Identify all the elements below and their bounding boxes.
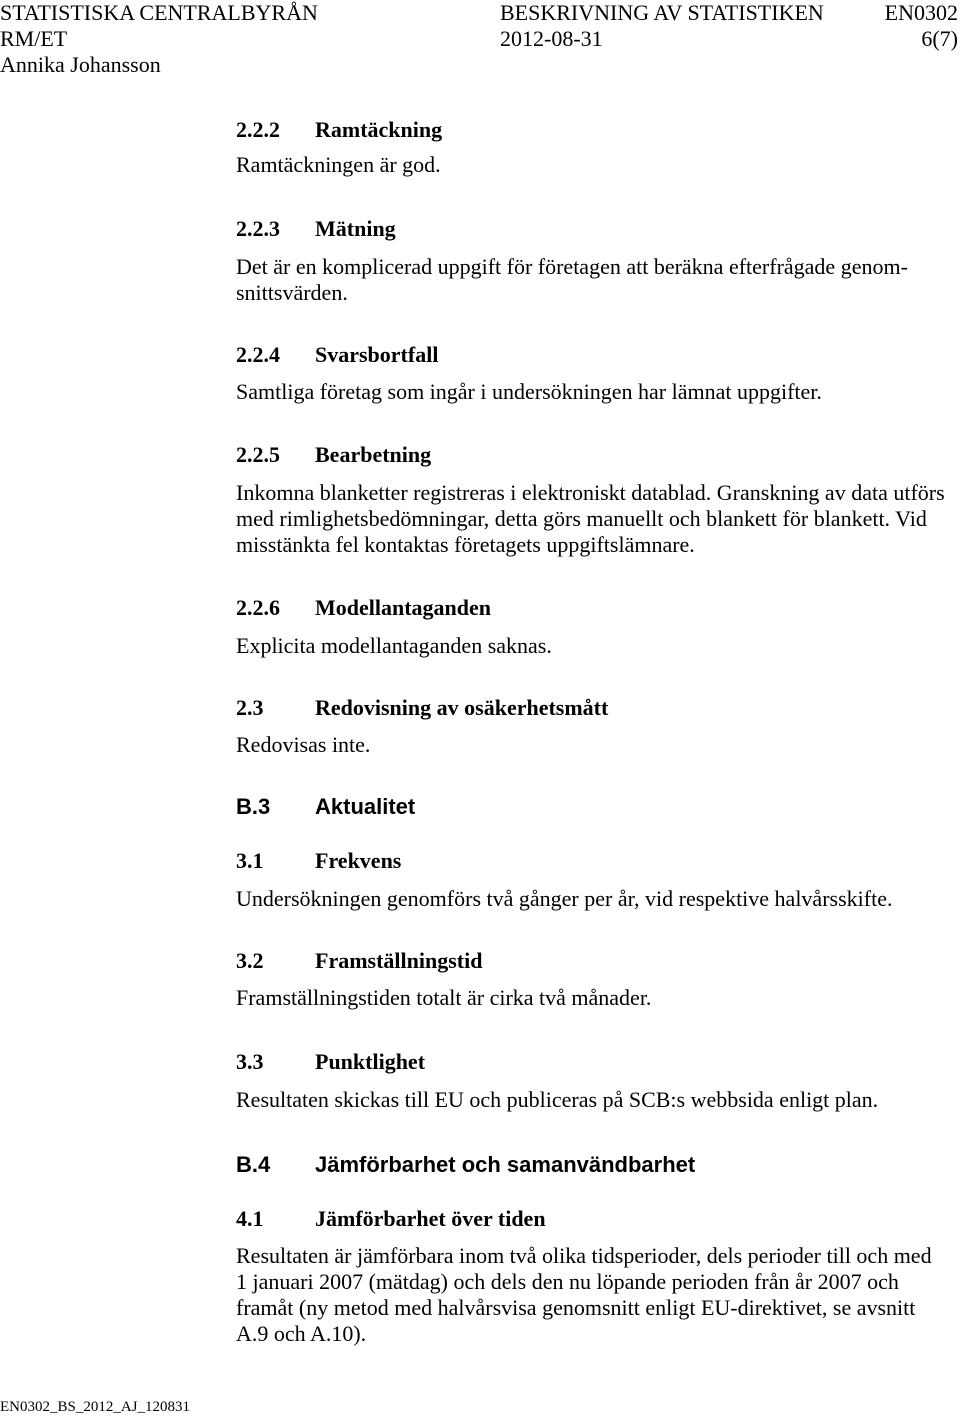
section-heading xyxy=(0,117,960,143)
chapter-title: Jämförbarhet och samanvändbarhet xyxy=(315,1152,696,1177)
header-org: STATISTISKA CENTRALBYRÅN xyxy=(0,0,318,25)
section-heading xyxy=(0,442,960,468)
paragraph-line: Resultaten är jämförbara inom två olika tidsperioder, dels perioder till och med xyxy=(236,1243,932,1268)
section-paragraph xyxy=(236,1243,932,1347)
paragraph-line: Resultaten skickas till EU och publiceras på SCB:s webbsida enligt plan. xyxy=(236,1087,879,1112)
paragraph-line: Framställningstiden totalt är cirka två månader. xyxy=(236,985,652,1010)
paragraph-line: Explicita modellantaganden saknas. xyxy=(236,633,552,658)
section-title: Punktlighet xyxy=(315,1049,426,1074)
section-heading xyxy=(0,1206,960,1232)
section-number: 2.2.3 xyxy=(236,216,280,241)
section-title: Modellantaganden xyxy=(315,595,492,620)
paragraph-line: Undersökningen genomförs två gånger per år, vid respektive halvårsskifte. xyxy=(236,886,893,911)
footer-doc-id: EN0302_BS_2012_AJ_120831 xyxy=(0,1399,191,1415)
header-date: 2012-08-31 xyxy=(500,26,603,51)
section-paragraph xyxy=(236,480,945,558)
section-number: 2.3 xyxy=(236,695,264,720)
section-title: Mätning xyxy=(315,216,396,241)
section-paragraph xyxy=(236,152,441,178)
section-heading xyxy=(0,848,960,874)
section-title: Bearbetning xyxy=(315,442,432,467)
header-page-number: 6(7) xyxy=(921,26,958,51)
header-unit: RM/ET xyxy=(0,26,68,51)
paragraph-line: misstänkta fel kontaktas företagets uppgiftslämnare. xyxy=(236,532,695,557)
chapter-title: Aktualitet xyxy=(315,794,416,819)
chapter-number: B.3 xyxy=(236,794,271,819)
paragraph-line: med rimlighetsbedömningar, detta görs manuellt och blankett för blankett. Vid xyxy=(236,506,927,531)
section-paragraph xyxy=(236,1087,878,1113)
chapter-heading xyxy=(0,794,960,820)
section-number: 3.2 xyxy=(236,948,264,973)
section-heading xyxy=(0,695,960,721)
section-paragraph xyxy=(236,732,370,758)
section-heading xyxy=(0,948,960,974)
paragraph-line: framåt (ny metod med halvårsvisa genomsnitt enligt EU-direktivet, se avsnitt xyxy=(236,1295,916,1320)
paragraph-line: A.9 och A.10). xyxy=(236,1321,367,1346)
paragraph-line: snittsvärden. xyxy=(236,280,348,305)
section-heading xyxy=(0,216,960,242)
section-heading xyxy=(0,1049,960,1075)
chapter-number: B.4 xyxy=(236,1152,271,1177)
paragraph-line: 1 januari 2007 (mätdag) och dels den nu löpande perioden från år 2007 och xyxy=(236,1269,899,1294)
section-number: 4.1 xyxy=(236,1206,264,1231)
section-title: Framställningstid xyxy=(315,948,483,973)
header-doc-type: BESKRIVNING AV STATISTIKEN xyxy=(500,0,824,25)
section-title: Redovisning av osäkerhetsmått xyxy=(315,695,609,720)
section-paragraph xyxy=(236,379,822,405)
paragraph-line: Det är en komplicerad uppgift för företagen att beräkna efterfrågade genom- xyxy=(236,254,908,279)
section-title: Ramtäckning xyxy=(315,117,443,142)
section-paragraph xyxy=(236,886,892,912)
section-number: 2.2.5 xyxy=(236,442,280,467)
section-title: Frekvens xyxy=(315,848,402,873)
section-title: Svarsbortfall xyxy=(315,342,439,367)
paragraph-line: Redovisas inte. xyxy=(236,732,371,757)
header-author: Annika Johansson xyxy=(0,52,161,77)
section-number: 3.3 xyxy=(236,1049,264,1074)
section-heading xyxy=(0,595,960,621)
section-paragraph xyxy=(236,254,908,306)
section-title: Jämförbarhet över tiden xyxy=(315,1206,546,1231)
section-paragraph xyxy=(236,985,651,1011)
section-number: 2.2.4 xyxy=(236,342,280,367)
section-heading xyxy=(0,342,960,368)
chapter-heading xyxy=(0,1152,960,1178)
section-paragraph xyxy=(236,633,552,659)
section-number: 3.1 xyxy=(236,848,264,873)
paragraph-line: Ramtäckningen är god. xyxy=(236,152,441,177)
section-number: 2.2.2 xyxy=(236,117,280,142)
paragraph-line: Samtliga företag som ingår i undersökningen har lämnat uppgifter. xyxy=(236,379,822,404)
header-doc-code: EN0302 xyxy=(884,0,958,25)
paragraph-line: Inkomna blanketter registreras i elektroniskt datablad. Granskning av data utförs xyxy=(236,480,945,505)
section-number: 2.2.6 xyxy=(236,595,280,620)
